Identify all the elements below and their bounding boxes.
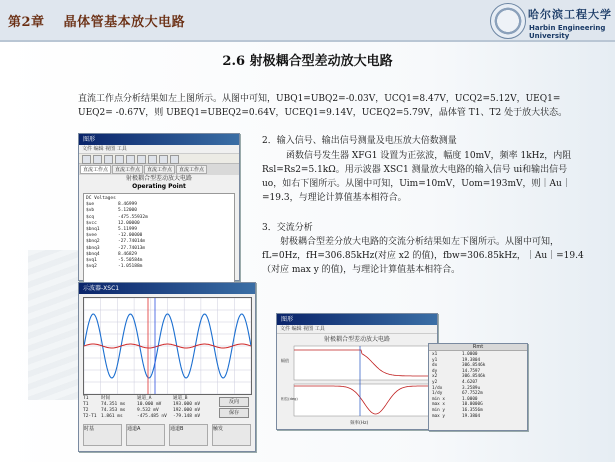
node-name: $vb <box>86 208 95 214</box>
cursor-table-title: Rmt <box>429 344 527 351</box>
cursor-value: 1.0000 <box>462 396 478 402</box>
cursor-value: 4.6207 <box>462 379 478 385</box>
cursor-key: x2 <box>432 374 438 380</box>
cursor-table-window <box>428 343 528 431</box>
paragraph-signal-measurement: 函数信号发生器 XFG1 设置为正弦波，幅度 10mV，频率 1kHz，内阻 Rsl=Rs2=5.1kΩ。用示波器 XSC1 测量放大电路的输入信号 ui和输出信号 uo，如右下图所示。从图中可知，Uim=10mV，Uom=193mV，则｜Au｜=19.3，与理论计算值基本相符合。 <box>262 151 572 203</box>
tab-dc-4[interactable]: 直流工作点 <box>176 165 207 174</box>
node-name: $vee <box>86 233 97 239</box>
node-name: $bnq3 <box>86 245 100 251</box>
magnitude-plot-area <box>294 346 430 380</box>
chapter-heading <box>8 11 199 30</box>
analysis-name: Operating Point <box>132 183 186 190</box>
toolbar-button[interactable] <box>93 155 102 164</box>
section-title: 2.6 射极耦合型差动放大电路 <box>222 54 393 69</box>
cursor-key: y2 <box>432 379 438 385</box>
node-name: $vcc <box>86 220 97 226</box>
tab-dc-1[interactable]: 直流工作点 <box>80 165 111 174</box>
readout-cell: -79.148 mV <box>173 414 201 419</box>
readout-cell: T2 <box>83 408 89 413</box>
cursor-key: y1 <box>432 357 438 363</box>
readout-cell: 193.000 mV <box>173 402 201 407</box>
report-rows <box>86 202 232 270</box>
circuit-name: 射极耦合型差动放大电路 <box>125 175 192 182</box>
window-title: 图形 <box>79 134 239 145</box>
cursor-value: 19.3804 <box>462 413 481 419</box>
toolbar-button[interactable] <box>159 155 168 164</box>
cursor-key: max x <box>432 402 445 408</box>
cursor-key: dy <box>432 368 438 374</box>
paragraph-dc-analysis: 直流工作点分析结果如左上图所示。从图中可知，UBQ1=UBQ2=-0.03V，UCQ1=8.47V，UCQ2=5.12V，UEQ1= UEQ2= -0.67V，则 UBEQ1=UBEQ2=0.64V，UCEQ1=9.14V，UCEQ2=5.79V，晶体管 T1、T2 处于放大状态。 <box>78 94 568 118</box>
analysis-tabs <box>79 164 239 175</box>
chapter-title: 晶体管基本放大电路 <box>63 15 186 30</box>
node-voltage: 5.11999 <box>118 227 137 233</box>
cursor-key: 1/dy <box>432 391 443 397</box>
trigger-group[interactable]: 触发 <box>212 424 251 446</box>
ac-circuit-name: 射极耦合型差动放大电路 <box>323 336 390 343</box>
cursor-table <box>429 351 527 420</box>
node-name: $bnq2 <box>86 239 100 245</box>
scope-controls <box>83 424 251 446</box>
cursor-value: 306.8546k <box>462 363 486 369</box>
timebase-group[interactable]: 时基 <box>83 424 122 446</box>
readout-cell: T2-T1 <box>83 414 97 419</box>
paragraph-heading-3: 3．交流分析 <box>262 223 313 233</box>
node-voltage: 8.46829 <box>118 251 137 257</box>
university-name-cn: 哈尔滨工程大学 <box>528 8 612 21</box>
node-voltage: -5.50584m <box>118 258 143 264</box>
report-row <box>86 264 232 270</box>
ac-analysis-window <box>276 313 438 430</box>
cursor-value: 67.7522m <box>462 391 483 397</box>
node-voltage: 8.46999 <box>118 202 137 208</box>
cursor-value: 16.3556m <box>462 407 483 413</box>
cursor-value: 19.3804 <box>462 357 481 363</box>
paragraph-heading-2: 2．输入信号、输出信号测量及电压放大倍数测量 <box>262 136 457 146</box>
readout-cell: 通道_A <box>137 396 152 401</box>
readout-row <box>83 414 213 420</box>
node-voltage: -27.74014m <box>118 239 146 245</box>
ac-xlabel: 频率(Hz) <box>350 421 369 426</box>
node-voltage: -12.00000 <box>118 233 143 239</box>
cursor-value: 3.2589u <box>462 385 481 391</box>
toolbar-button[interactable] <box>170 155 179 164</box>
paragraph-ac-analysis: 射极耦合型差分放大电路的交流分析结果如左下图所示。从图中可知，fL=0Hz，fH=306.85kHz(对应 x2 的值)，fbw=306.85kHz，｜Au｜=19.4（对应 max y 的值)，与理论计算值基本相符合。 <box>262 237 584 275</box>
toolbar-button[interactable] <box>126 155 135 164</box>
readout-cell: 74.353 ms <box>101 408 126 413</box>
ac-plot[interactable] <box>280 344 434 426</box>
readout-cell: T1 <box>83 402 89 407</box>
node-name: $bnq4 <box>86 251 100 257</box>
cursor-key: min y <box>432 407 445 413</box>
cursor-value: 306.8546k <box>462 374 486 380</box>
readout-cell: 10.000 mV <box>137 402 162 407</box>
cursor-key: min x <box>432 396 445 402</box>
university-name-en: Harbin Engineering University <box>529 24 606 40</box>
oscilloscope-window <box>78 282 256 452</box>
cursor-value: 1.0000 <box>462 352 478 357</box>
header-divider <box>0 40 615 42</box>
cursor-key: max y <box>432 413 445 419</box>
toolbar-button[interactable] <box>137 155 146 164</box>
scope-plot <box>84 298 251 394</box>
node-name: $cq <box>86 214 95 220</box>
readout-cell: 9.532 mV <box>137 408 159 413</box>
node-name: $bnq1 <box>86 227 100 233</box>
toolbar-button[interactable] <box>115 155 124 164</box>
scope-screen[interactable] <box>83 297 252 395</box>
report-header: DC Voltages <box>86 196 116 201</box>
scope-title: 示波器-XSC1 <box>79 283 255 294</box>
scope-readout <box>83 396 213 420</box>
toolbar-button[interactable] <box>148 155 157 164</box>
node-voltage: -1.05188m <box>118 264 143 270</box>
readout-cell: 192.000 mV <box>173 408 201 413</box>
node-voltage: -27.74013m <box>118 245 146 251</box>
cursor-value: 14.7597 <box>462 368 481 374</box>
channel-a-group[interactable]: 通道A <box>126 424 165 446</box>
tab-dc-2[interactable]: 直流工作点 <box>112 165 143 174</box>
cursor-value: 10.0000G <box>462 402 483 408</box>
readout-cell: -475.485 nV <box>137 414 167 419</box>
readout-cell: 时间 <box>101 396 110 401</box>
ac-ylabel-phase: 相位(deg) <box>281 397 298 401</box>
chapter-number: 第2章 <box>8 15 45 30</box>
report-panel <box>83 193 235 293</box>
toolbar-button[interactable] <box>82 155 91 164</box>
cursor-row <box>432 414 524 420</box>
toolbar-button[interactable] <box>104 155 113 164</box>
cursor-key: dx <box>432 363 438 369</box>
university-seal-icon <box>490 3 526 39</box>
readout-cell: 1.861 ms <box>101 414 123 419</box>
tab-dc-3[interactable]: 直流工作点 <box>144 165 175 174</box>
node-voltage: 12.00000 <box>118 220 140 226</box>
ac-ylabel-magnitude: 幅值 <box>281 358 289 363</box>
save-button[interactable]: 保存 <box>219 408 249 418</box>
readout-cell: 74.351 ms <box>101 402 126 407</box>
node-voltage: 5.12000 <box>118 208 137 214</box>
node-voltage: -475.55932m <box>118 214 148 220</box>
node-name: $vq1 <box>86 258 97 264</box>
ac-window-title: 图形 <box>277 314 437 325</box>
toolbar <box>79 154 239 164</box>
cursor-key: x1 <box>432 352 438 357</box>
ac-menu-bar[interactable]: 文件 编辑 视图 工具 <box>277 325 437 334</box>
dc-analysis-window <box>78 133 240 281</box>
node-name: $ue <box>86 202 95 208</box>
channel-b-group[interactable]: 通道B <box>169 424 208 446</box>
cursor-key: 1/dx <box>432 385 443 391</box>
readout-cell: 通道_B <box>173 396 188 401</box>
readout-cell: T1 <box>83 396 89 401</box>
node-name: $vq2 <box>86 264 97 270</box>
menu-bar[interactable]: 文件 编辑 视图 工具 <box>79 145 239 154</box>
reverse-button[interactable]: 反向 <box>219 397 249 407</box>
